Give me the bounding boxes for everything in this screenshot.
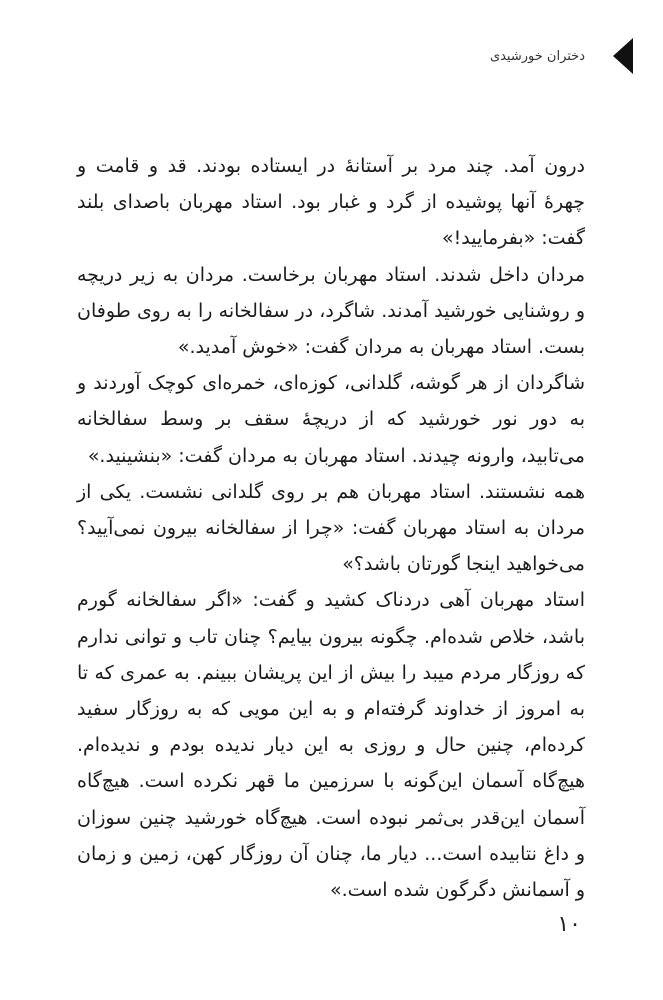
paragraph-5: استاد مهربان آهی دردناک کشید و گفت: «اگر سفالخانه گورم باشد، خلاص شده‌ام. چگونه بیرون بیایم؟ چنان تاب و توانی ندارم که روزگار مردم میبد را بیش از این پریشان ببینم. به عمری که تا به امروز از خداوند گرفته‌ام و به این مویی که به روزگار سفید کرده‌ام، چنین حال و روزی به این دیار ندیده بودم و ندیده‌ام. هیچ‌گاه آسمان این‌گونه با سرزمین ما قهر نکرده است. هیچ‌گاه آسمان این‌قدر بی‌ثمر نبوده است. هیچ‌گاه خورشید چنین سوزان و داغ نتابیده است... دیار ما، چنان آن روزگار کهن، زمین و زمان و آسمانش دگرگون شده است.»: [77, 589, 585, 902]
paragraph-1: درون آمد. چند مرد بر آستانهٔ در ایستاده بودند. قد و قامت و چهرهٔ آنها پوشیده از گرد و غبار بود. استاد مهربان باصدای بلند گفت: «بفرمایید!»: [77, 155, 585, 250]
paragraph-4: همه نشستند. استاد مهربان هم بر روی گلدانی نشست. یکی از مردان به استاد مهربان گفت: «چرا از سفالخانه بیرون نمی‌آیید؟ می‌خواهید اینجا گورتان باشد؟»: [77, 480, 585, 576]
body-text: [77, 148, 585, 908]
running-header: [490, 38, 633, 74]
paragraph-3: شاگردان از هر گوشه، گلدانی، کوزه‌ای، خمره‌ای کوچک آوردند و به دور نور خورشید که از دریچهٔ سقف بر وسط سفالخانه می‌تابید، وارونه چیدند. استاد مهربان به مردان گفت: «بنشینید.»: [77, 372, 585, 467]
running-title: دختران خورشیدی: [489, 48, 585, 64]
chapter-marker-triangle-icon: [613, 38, 633, 74]
page-number: ۱۰: [557, 912, 581, 937]
paragraph-2: مردان داخل شدند. استاد مهربان برخاست. مردان به زیر دریچه و روشنایی خورشید آمدند. شاگرد، در سفالخانه را به روی طوفان بست. استاد مهربان به مردان گفت: «خوش آمدید.»: [77, 263, 585, 359]
